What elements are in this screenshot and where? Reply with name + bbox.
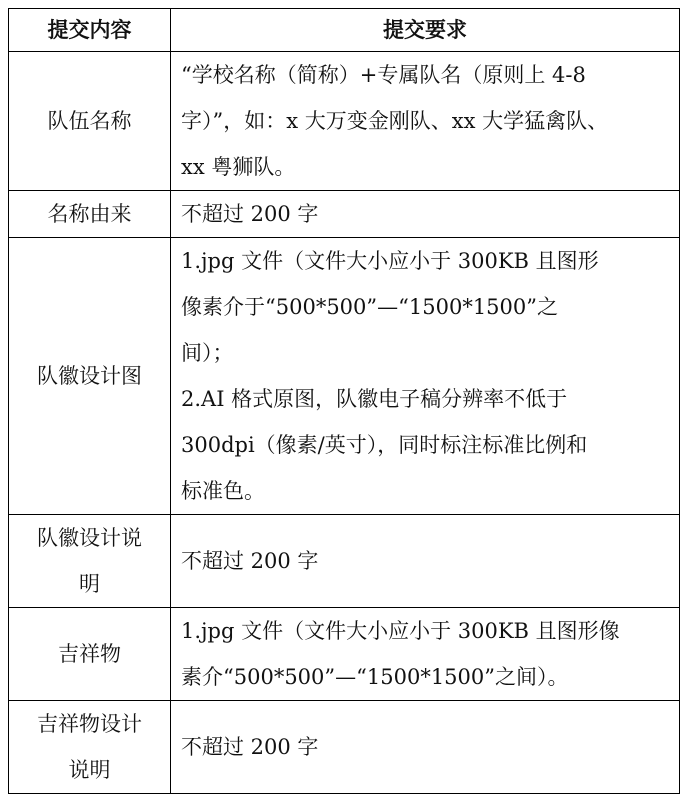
header-submission-content: 提交内容 xyxy=(9,9,171,52)
table-row xyxy=(9,191,680,238)
submission-requirements-table xyxy=(8,8,680,794)
requirement-line: 2.AI 格式原图，队徽电子稿分辨率不低于 xyxy=(181,387,568,411)
requirement-line: 字）”，如：x 大万变金刚队、xx 大学猛禽队、 xyxy=(181,109,609,133)
item-label: 队徽设计图 xyxy=(37,364,142,388)
requirement-line: 1.jpg 文件（文件大小应小于 300KB 且图形像 xyxy=(181,619,620,643)
requirement-team-logo-design xyxy=(171,238,680,515)
requirement-line: xx 粤狮队。 xyxy=(181,155,296,179)
requirement-line: 标准色。 xyxy=(181,479,265,503)
item-team-name xyxy=(9,52,171,191)
item-label: 说明 xyxy=(68,758,111,782)
table-row xyxy=(9,238,680,515)
item-team-logo-design xyxy=(9,238,171,515)
requirement-line: 素介“500*500”—“1500*1500”之间）。 xyxy=(181,665,569,689)
item-team-logo-description xyxy=(9,515,171,608)
table-row xyxy=(9,515,680,608)
item-label: 明 xyxy=(79,572,100,596)
requirement-line: 不超过 200 字 xyxy=(181,549,319,573)
item-label: 队徽设计说 xyxy=(37,526,142,550)
requirement-team-name xyxy=(171,52,680,191)
item-label: 吉祥物设计 xyxy=(37,712,142,736)
table-row xyxy=(9,701,680,794)
requirement-line: 不超过 200 字 xyxy=(181,735,319,759)
requirement-line: 300dpi（像素/英寸），同时标注标准比例和 xyxy=(181,433,588,457)
requirement-team-logo-description xyxy=(171,515,680,608)
item-label: 名称由来 xyxy=(47,202,132,226)
requirement-line: 间）； xyxy=(181,341,234,365)
requirement-line: “学校名称（简称）+专属队名（原则上 4-8 xyxy=(181,63,586,87)
table-row xyxy=(9,52,680,191)
item-mascot xyxy=(9,608,171,701)
item-label: 队伍名称 xyxy=(47,109,132,133)
item-label: 吉祥物 xyxy=(58,642,121,666)
requirement-line: 不超过 200 字 xyxy=(181,202,319,226)
item-name-origin xyxy=(9,191,171,238)
requirement-line: 像素介于“500*500”—“1500*1500”之 xyxy=(181,295,558,319)
header-submission-requirements: 提交要求 xyxy=(171,9,680,52)
table-header-row xyxy=(9,9,680,52)
requirement-name-origin xyxy=(171,191,680,238)
requirement-line: 1.jpg 文件（文件大小应小于 300KB 且图形 xyxy=(181,249,599,273)
requirement-mascot xyxy=(171,608,680,701)
table-row xyxy=(9,608,680,701)
requirement-mascot-description xyxy=(171,701,680,794)
item-mascot-description xyxy=(9,701,171,794)
